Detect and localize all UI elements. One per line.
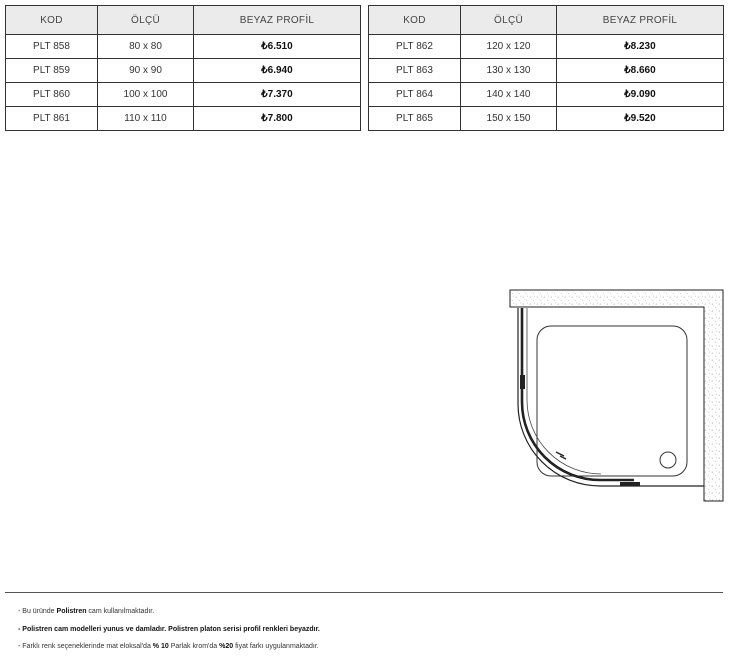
cell-olcu: 130 x 130 [461,59,557,83]
cell-price: ₺9.520 [557,107,724,131]
door-handle-left [520,375,525,389]
header-olcu: ÖLÇÜ [461,6,557,35]
table-row [369,107,724,131]
table-row [6,35,361,59]
note-2-bold: - Polistren cam modelleri yunus ve damladır. Polistren platon serisi profil renkleri beyazdır. [18,626,320,633]
shower-enclosure-plan-diagram [508,288,724,504]
cell-price: ₺7.800 [194,107,361,131]
cell-kod: PLT 858 [6,35,98,59]
cell-olcu: 110 x 110 [98,107,194,131]
cell-price: ₺7.370 [194,83,361,107]
price-table-left [5,5,361,131]
cell-kod: PLT 860 [6,83,98,107]
cell-kod: PLT 859 [6,59,98,83]
cell-olcu: 80 x 80 [98,35,194,59]
note-1-text-end: cam kullanılmaktadır. [86,608,155,615]
cell-olcu: 140 x 140 [461,83,557,107]
cell-price: ₺9.090 [557,83,724,107]
cell-kod: PLT 861 [6,107,98,131]
cell-olcu: 150 x 150 [461,107,557,131]
drain-icon [660,452,676,468]
cell-kod: PLT 864 [369,83,461,107]
cell-olcu: 120 x 120 [461,35,557,59]
cell-price: ₺8.660 [557,59,724,83]
note-3-text: - Farklı renk seçeneklerinde mat eloksal'da [18,643,153,650]
door-overlap-marks [556,452,566,459]
header-olcu: ÖLÇÜ [98,6,194,35]
header-kod: KOD [369,6,461,35]
note-3 [18,643,319,650]
cell-price: ₺8.230 [557,35,724,59]
header-beyaz-profil: BEYAZ PROFİL [557,6,724,35]
door-handle-bottom [620,482,640,486]
table-row [369,83,724,107]
cell-kod: PLT 865 [369,107,461,131]
note-3-bold-1: % 10 [152,643,169,650]
note-3-text-end: fiyat farkı uygulanmaktadır. [233,643,319,650]
cell-price: ₺6.510 [194,35,361,59]
table-row [369,59,724,83]
price-table-right [368,5,724,131]
header-kod: KOD [6,6,98,35]
cell-price: ₺6.940 [194,59,361,83]
cell-olcu: 100 x 100 [98,83,194,107]
table-row [6,107,361,131]
header-beyaz-profil: BEYAZ PROFİL [194,6,361,35]
note-1-bold: Polistren [56,608,87,615]
note-3-text-mid: Parlak krom'da [168,643,220,650]
cell-olcu: 90 x 90 [98,59,194,83]
table-row [6,83,361,107]
cell-kod: PLT 863 [369,59,461,83]
table-row [6,59,361,83]
table-row [369,35,724,59]
note-1-text: - Bu üründe [18,608,57,615]
note-2 [18,626,320,633]
wall-outline [510,290,723,501]
cell-kod: PLT 862 [369,35,461,59]
note-1 [18,608,154,615]
note-3-bold-2: %20 [219,643,234,650]
footer-divider [5,592,723,593]
